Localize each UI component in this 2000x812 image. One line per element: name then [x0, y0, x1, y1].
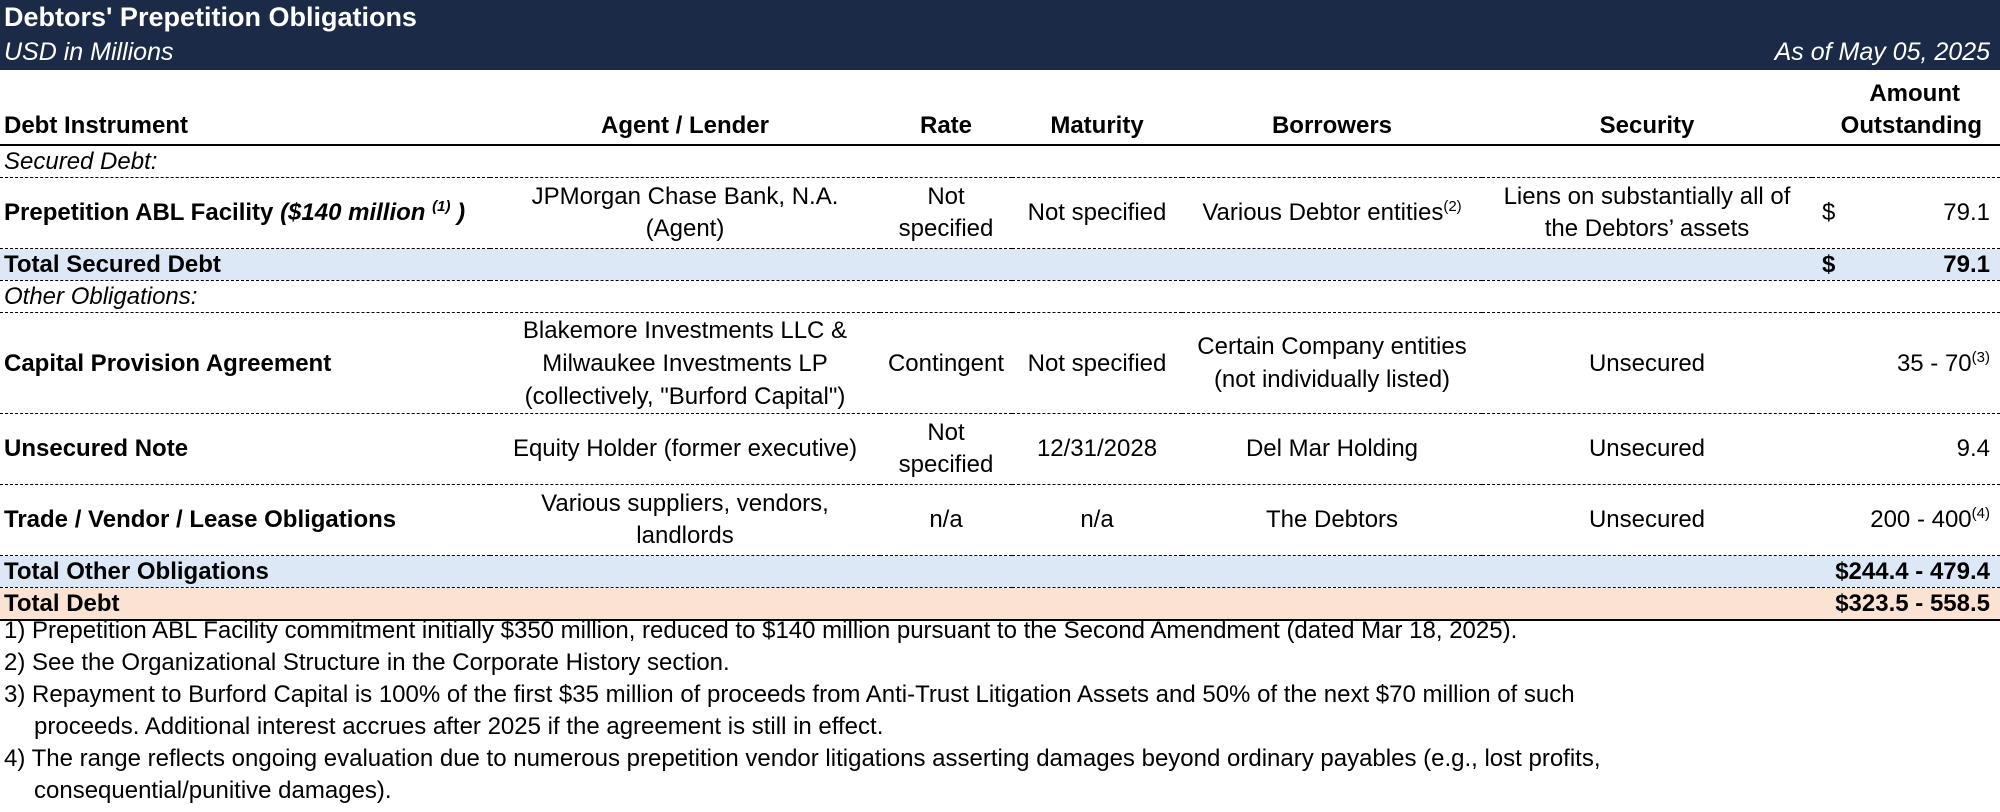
abl-agent-line2: (Agent) [645, 215, 725, 242]
as-of-date: As of May 05, 2025 [1774, 38, 1990, 66]
col-header-borrowers: Borrowers [1182, 70, 1482, 145]
table-row-cpa [0, 313, 2000, 414]
header-banner [0, 0, 2000, 70]
cpa-agent-line3: (collectively, "Burford Capital") [524, 382, 846, 410]
abl-name-close: ) [457, 199, 466, 226]
cpa-amount-value: 35 - 70 [1896, 349, 1972, 377]
footnote-2: 2) See the Organizational Structure in the Corporate History section. [4, 649, 730, 676]
abl-amount [1812, 178, 2000, 249]
cpa-rate: Contingent [880, 313, 1012, 414]
trade-amount [1812, 485, 2000, 556]
cpa-instrument: Capital Provision Agreement [0, 313, 490, 414]
section-row-other [0, 281, 2000, 313]
abl-agent [490, 178, 880, 249]
note-rate-line2: specified [898, 451, 994, 478]
trade-security: Unsecured [1482, 485, 1812, 556]
cpa-amount-footnote-ref: (3) [1971, 348, 1990, 366]
col-header-agent: Agent / Lender [490, 70, 880, 145]
abl-agent-line1: JPMorgan Chase Bank, N.A. [531, 183, 839, 210]
col-header-rate: Rate [880, 70, 1012, 145]
cpa-borrowers-line2: (not individually listed) [1213, 366, 1451, 393]
units-subtitle: USD in Millions [4, 38, 174, 66]
cpa-agent-line1: Blakemore Investments LLC & [522, 316, 848, 344]
abl-name-note: ($140 million [280, 199, 426, 226]
cpa-borrowers-line1: Certain Company entities [1197, 333, 1467, 360]
cpa-security: Unsecured [1482, 313, 1812, 414]
cpa-agent [490, 313, 880, 414]
abl-borrowers-footnote-ref: (2) [1443, 198, 1462, 215]
col-header-amount-line2: Outstanding [1840, 112, 1982, 139]
table-row-abl [0, 178, 2000, 249]
col-header-maturity: Maturity [1012, 70, 1182, 145]
footnote-4: 4) The range reflects ongoing evaluation due to numerous prepetition vendor litigations asserting damages beyond ordinary payables (e.g., lost profits, consequential/punitive damages). [4, 745, 1601, 804]
note-instrument: Unsecured Note [0, 414, 490, 485]
cpa-amount [1812, 313, 2000, 414]
abl-rate [880, 178, 1012, 249]
note-agent: Equity Holder (former executive) [490, 414, 880, 485]
abl-security-line1: Liens on substantially all of [1503, 183, 1791, 210]
abl-rate-line1: Not [927, 183, 965, 210]
abl-name: Prepetition ABL Facility [4, 199, 274, 226]
abl-maturity: Not specified [1012, 178, 1182, 249]
note-maturity: 12/31/2028 [1012, 414, 1182, 485]
abl-rate-line2: specified [898, 215, 994, 242]
total-secured-label: Total Secured Debt [0, 249, 1812, 281]
total-other-amount: $244.4 - 479.4 [1812, 556, 2000, 588]
note-rate [880, 414, 1012, 485]
col-header-security: Security [1482, 70, 1812, 145]
total-debt-label: Total Debt [0, 588, 1812, 621]
total-other-label: Total Other Obligations [0, 556, 1812, 588]
table-row-trade [0, 485, 2000, 556]
total-other-row [0, 556, 2000, 588]
trade-maturity: n/a [1012, 485, 1182, 556]
cpa-maturity: Not specified [1012, 313, 1182, 414]
table-row-unsecured-note [0, 414, 2000, 485]
note-security: Unsecured [1482, 414, 1812, 485]
footnote-3: 3) Repayment to Burford Capital is 100% of the first $35 million of proceeds from Anti-Trust Litigation Assets and 50% of the next $70 million of such proceeds. Additional interest accrues after 2025 if the agreement is still in effect. [4, 681, 1575, 740]
col-header-amount-line1: Amount [1869, 80, 1960, 107]
col-header-amount [1812, 70, 2000, 145]
abl-instrument [0, 178, 490, 249]
col-header-instrument: Debt Instrument [0, 70, 490, 145]
note-borrowers: Del Mar Holding [1182, 414, 1482, 485]
trade-agent-line2: landlords [636, 522, 734, 549]
abl-security-line2: the Debtors’ assets [1544, 215, 1750, 242]
abl-currency: $ [1822, 199, 1836, 226]
abl-amount-value: 79.1 [1943, 199, 1990, 226]
section-row-secured [0, 145, 2000, 178]
footnote-1: 1) Prepetition ABL Facility commitment initially $350 million, reduced to $140 million pursuant to the Second Amendment (dated Mar 18, 2025). [4, 617, 1518, 644]
note-amount: 9.4 [1812, 414, 2000, 485]
trade-rate: n/a [880, 485, 1012, 556]
cpa-agent-line2: Milwaukee Investments LP [542, 349, 828, 377]
table-header-row [0, 70, 2000, 145]
trade-instrument: Trade / Vendor / Lease Obligations [0, 485, 490, 556]
total-secured-currency: $ [1822, 250, 1836, 278]
abl-footnote-ref: (1) [432, 198, 451, 215]
trade-borrowers: The Debtors [1182, 485, 1482, 556]
cpa-borrowers [1182, 313, 1482, 414]
abl-borrowers [1182, 178, 1482, 249]
trade-agent-line1: Various suppliers, vendors, [541, 490, 829, 517]
section-label-secured: Secured Debt: [0, 145, 2000, 178]
total-secured-row [0, 249, 2000, 281]
trade-amount-value: 200 - 400 [1870, 506, 1972, 533]
trade-agent [490, 485, 880, 556]
trade-amount-footnote-ref: (4) [1971, 505, 1990, 522]
page-title: Debtors' Prepetition Obligations [4, 2, 417, 32]
section-label-other: Other Obligations: [0, 281, 2000, 313]
note-rate-line1: Not [927, 419, 965, 446]
abl-security [1482, 178, 1812, 249]
footnotes [4, 615, 1994, 807]
abl-borrowers-text: Various Debtor entities [1202, 199, 1444, 226]
debt-table [0, 70, 2000, 621]
total-secured-value: 79.1 [1943, 250, 1990, 278]
total-debt-amount: $323.5 - 558.5 [1812, 588, 2000, 621]
total-secured-amount [1812, 249, 2000, 281]
